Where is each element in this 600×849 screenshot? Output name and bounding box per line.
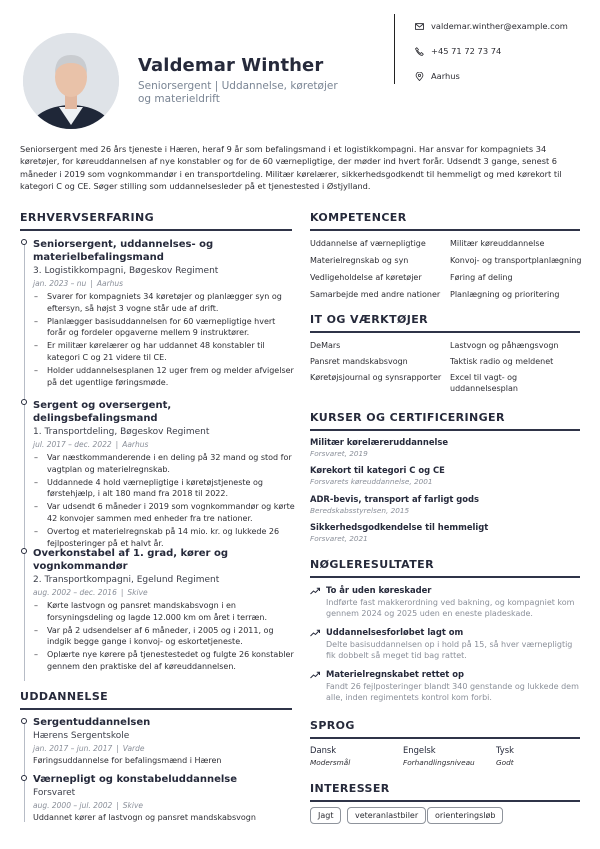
skill-item: Konvoj- og transportplanlægning [450, 256, 582, 265]
timeline-dot [21, 239, 27, 245]
job-bullet: – Overtog et materielregnskab på 14 mio. kr. og lukkede 26 fejlposteringer på et halvt år. [47, 526, 295, 549]
job-bullet: – Er militær kørelærer og har uddannet 48 konstabler til kategori C og 21 videre til CE. [47, 340, 295, 363]
timeline-dot [21, 548, 27, 554]
language-entry [403, 745, 475, 768]
skill-item: Føring af deling [450, 273, 513, 282]
course-meta: Beredskabsstyrelsen, 2015 [310, 506, 410, 515]
language-level: Modersmål [310, 758, 351, 767]
achievement-entry [310, 627, 580, 662]
course-name: Sikkerhedsgodkendelse til hemmeligt [310, 522, 489, 532]
job-entry [33, 238, 295, 390]
job-organization: 2. Transportkompagni, Egelund Regiment [33, 575, 220, 585]
job-location: Aarhus [96, 279, 124, 288]
section-title-experience: ERHVERVSERFARING [20, 211, 155, 224]
education-location: Skive [122, 801, 144, 810]
section-title-interests: INTERESSER [310, 782, 390, 795]
contact-email[interactable] [415, 21, 568, 31]
achievement-description: Indførte fast makkerordning ved bakning, og kompagniet kom gennem 2024 og 2025 uden en eneste pladeskade. [326, 598, 575, 619]
section-title-courses: KURSER OG CERTIFICERINGER [310, 411, 505, 424]
job-bullet: – Var på 2 udsendelser af 6 måneder, i 2005 og i 2011, og indgik begge gange i konvoj- og eskortetjeneste. [47, 625, 295, 648]
header-divider [394, 14, 395, 84]
course-name: ADR-bevis, transport af farligt gods [310, 494, 479, 504]
education-school: Hærens Sergentskole [33, 731, 130, 741]
profile-summary: Seniorsergent med 26 års tjeneste i Hæren, heraf 9 år som befalingsmand i et logistikkompagni. Har ansvar for kompagniets 34 køretøjer, for køreuddannelsen af nye konstabler og for de 60 værnepligtige, der møder ind hvert forår. Udsendt 3 gange, senest 6 måneder i 2019 som vognkommandør i en transportdeling. Militær kørelærer, sikkerhedsgodkendt til hemmeligt og med kørekort til kategori C og CE. Søger stilling som uddannelsesleder på et tjenestested i Østjylland. [20, 144, 562, 192]
profile-name: Valdemar Winther [138, 55, 324, 76]
contact-phone[interactable] [415, 46, 501, 56]
section-rule [310, 576, 580, 578]
education-school: Forsvaret [33, 788, 76, 798]
achievement-title: Materielregnskabet rettet op [326, 669, 464, 679]
mail-icon [415, 22, 424, 31]
job-title: Seniorsergent, uddannelses- og materielbefalingsmand [33, 239, 214, 263]
education-title: Sergentuddannelsen [33, 717, 151, 728]
tool-item: Køretøjsjournal og synsrapporter [310, 373, 442, 382]
section-rule [20, 229, 292, 231]
job-bullet: – Uddannede 4 hold værnepligtige i køretøjstjeneste og førstehjælp, i alt 180 mand fra 2018 til 2022. [47, 477, 295, 500]
tool-item: Excel til vagt- og uddannelsesplan [450, 373, 518, 393]
language-level: Godt [496, 758, 514, 767]
course-meta: Forsvaret, 2019 [310, 449, 368, 458]
course-entry [310, 437, 580, 459]
section-rule [310, 429, 580, 431]
course-name: Kørekort til kategori C og CE [310, 465, 445, 475]
job-meta: aug. 2002 – dec. 2016 | Skive [33, 588, 148, 597]
section-rule [310, 229, 580, 231]
achievement-description: Delte basisuddannelsen op i hold på 15, så hver værnepligtig fik dobbelt så meget tid bag rattet. [326, 640, 573, 661]
interest-tag: orienteringsløb [427, 807, 503, 824]
timeline-dot [21, 775, 27, 781]
achievement-description: Fandt 26 fejlposteringer blandt 340 genstande og lukkede dem alle, inden regimentets kontrol kom forbi. [326, 682, 579, 703]
skills-grid [310, 238, 585, 300]
achievement-title: To år uden køreskader [326, 585, 432, 595]
education-meta: jan. 2017 – jun. 2017 | Varde [33, 744, 145, 753]
section-rule [20, 708, 292, 710]
contact-location-text: Aarhus [431, 71, 460, 81]
job-dates: aug. 2002 – dec. 2016 [33, 588, 117, 597]
contact-phone-text: +45 71 72 73 74 [431, 46, 502, 56]
tool-item: Lastvogn og påhængsvogn [450, 341, 559, 350]
interest-tag: Jagt [310, 807, 341, 824]
section-rule [310, 737, 580, 739]
profile-title: Seniorsergent | Uddannelse, køretøjer og materieldrift [138, 80, 338, 105]
tool-item: Taktisk radio og meldenet [450, 357, 554, 366]
section-title-skills: KOMPETENCER [310, 211, 407, 224]
job-dates: jul. 2017 – dec. 2022 [33, 440, 112, 449]
job-entry [33, 547, 295, 674]
job-bullet: – Planlægger basisuddannelsen for 60 værnepligtige hvert forår og fordeler opgaverne mellem 9 instruktører. [47, 316, 295, 339]
job-bullet: – Var næstkommanderende i en deling på 32 mand og stod for vagtplan og materielregnskab. [47, 452, 295, 475]
section-title-tools: IT OG VÆRKTØJER [310, 313, 429, 326]
language-name: Dansk [310, 745, 337, 755]
education-description: Føringsuddannelse for befalingsmænd i Hæren [33, 756, 222, 765]
timeline-line [24, 242, 25, 681]
section-title-languages: SPROG [310, 719, 355, 732]
tool-item: Pansret mandskabsvogn [310, 357, 408, 366]
education-dates: aug. 2000 – jul. 2002 [33, 801, 113, 810]
contact-email-text: valdemar.winther@example.com [431, 21, 568, 31]
job-bullet: – Oplærte nye kørere på tjenestestedet og fulgte 26 konstabler gennem den praktiske del af køreuddannelsen. [47, 649, 295, 672]
profile-photo [23, 33, 119, 129]
job-dates: jan. 2023 – nu [33, 279, 87, 288]
education-entry [33, 716, 295, 767]
course-entry [310, 465, 580, 487]
job-bullet: – Var udsendt 6 måneder i 2019 som vognkommandør og kørte 42 konvojer sammen med enheder fra tre nationer. [47, 501, 295, 524]
skill-item: Samarbejde med andre nationer [310, 290, 441, 299]
skill-item: Uddannelse af værnepligtige [310, 239, 426, 248]
job-organization: 1. Transportdeling, Bøgeskov Regiment [33, 427, 210, 437]
education-description: Uddannet kører af lastvogn og pansret mandskabsvogn [33, 813, 256, 822]
job-bullet: – Kørte lastvogn og pansret mandskabsvogn i en forsyningsdeling og lagde 12.000 km om året i terræn. [47, 600, 295, 623]
course-meta: Forsvaret, 2021 [310, 534, 368, 543]
tool-item: DeMars [310, 341, 341, 350]
achievement-title: Uddannelsesforløbet lagt om [326, 627, 464, 637]
skill-item: Planlægning og prioritering [450, 290, 560, 299]
education-meta: aug. 2000 – jul. 2002 | Skive [33, 801, 144, 810]
job-bullet: – Holder uddannelsesplanen 12 uger frem og melder afvigelser på det ugentlige føringsmøde. [47, 365, 295, 388]
education-dates: jan. 2017 – jun. 2017 [33, 744, 113, 753]
achievement-entry [310, 585, 580, 620]
job-title: Overkonstabel af 1. grad, kører og vognkommandør [33, 548, 228, 572]
job-entry [33, 399, 295, 551]
section-rule [310, 331, 580, 333]
tools-grid [310, 340, 585, 394]
education-entry [33, 773, 295, 824]
trend-up-icon [310, 587, 320, 595]
job-location: Skive [127, 588, 148, 597]
education-title: Værnepligt og konstabeluddannelse [33, 774, 238, 785]
section-title-achievements: NØGLERESULTATER [310, 558, 434, 571]
section-title-education: UDDANNELSE [20, 690, 109, 703]
language-level: Forhandlingsniveau [403, 758, 475, 767]
language-entry [310, 745, 350, 768]
section-rule [310, 800, 580, 802]
skill-item: Vedligeholdelse af køretøjer [310, 273, 422, 282]
education-location: Varde [122, 744, 145, 753]
skill-item: Militær køreuddannelse [450, 239, 545, 248]
contact-location [415, 71, 460, 81]
course-meta: Forsvarets køreuddannelse, 2001 [310, 477, 433, 486]
timeline-dot [21, 399, 27, 405]
language-name: Tysk [496, 745, 514, 755]
job-organization: 3. Logistikkompagni, Bøgeskov Regiment [33, 266, 219, 276]
interest-tag: veteranlastbiler [347, 807, 426, 824]
location-pin-icon [415, 72, 424, 81]
language-name: Engelsk [403, 745, 436, 755]
timeline-line [24, 722, 25, 822]
course-entry [310, 494, 580, 516]
trend-up-icon [310, 671, 320, 679]
job-meta: jan. 2023 – nu | Aarhus [33, 279, 124, 288]
course-entry [310, 522, 580, 544]
skill-item: Materielregnskab og syn [310, 256, 409, 265]
job-bullet: – Svarer for kompagniets 34 køretøjer og planlægger syn og eftersyn, så højst 3 vogne står ude af drift. [47, 291, 295, 314]
job-location: Aarhus [122, 440, 149, 449]
trend-up-icon [310, 629, 320, 637]
language-entry [496, 745, 514, 768]
achievement-entry [310, 669, 580, 704]
timeline-dot [21, 718, 27, 724]
job-meta: jul. 2017 – dec. 2022 | Aarhus [33, 440, 149, 449]
course-name: Militær kørelæreruddannelse [310, 437, 449, 447]
job-title: Sergent og oversergent, delingsbefalingsmand [33, 400, 172, 424]
phone-icon [415, 47, 424, 56]
